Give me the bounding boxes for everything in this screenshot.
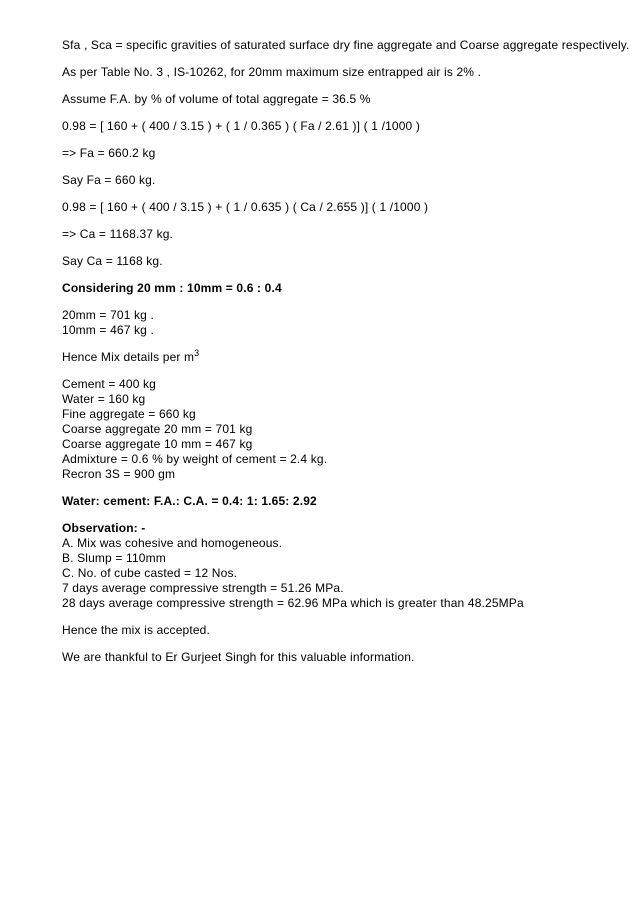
ca-result: => Ca = 1168.37 kg.	[62, 227, 174, 241]
mix-item: Fine aggregate = 660 kg	[62, 407, 196, 421]
fa-assumption: Assume F.A. by % of volume of total aggregate = 36.5 %	[62, 92, 371, 106]
mix-ratio: Water: cement: F.A.: C.A. = 0.4: 1: 1.65: 2.92	[62, 494, 317, 508]
mix-item: Coarse aggregate 10 mm = 467 kg	[62, 437, 253, 451]
acknowledgement: We are thankful to Er Gurjeet Singh for this valuable information.	[62, 650, 415, 664]
mix-item: Water = 160 kg	[62, 392, 146, 406]
mix-heading-text: Hence Mix details per m	[62, 350, 195, 364]
observation-item: 28 days average compressive strength = 62.96 MPa which is greater than 48.25MPa	[62, 596, 524, 610]
observation-heading: Observation: -	[62, 521, 146, 535]
mix-heading	[62, 350, 622, 365]
split-line: 10mm = 467 kg .	[62, 323, 154, 337]
mix-item: Admixture = 0.6 % by weight of cement = 2.4 kg.	[62, 452, 328, 466]
fa-rounded: Say Fa = 660 kg.	[62, 173, 156, 187]
observation-item: A. Mix was cohesive and homogeneous.	[62, 536, 283, 550]
ca-rounded: Say Ca = 1168 kg.	[62, 254, 163, 268]
mix-heading-superscript: 3	[194, 348, 200, 358]
split-line: 20mm = 701 kg .	[62, 308, 154, 322]
observation-item: 7 days average compressive strength = 51.26 MPa.	[62, 581, 344, 595]
proportion-heading: Considering 20 mm : 10mm = 0.6 : 0.4	[62, 281, 282, 295]
observation-item: C. No. of cube casted = 12 Nos.	[62, 566, 238, 580]
mix-item: Recron 3S = 900 gm	[62, 467, 176, 481]
document-page	[62, 38, 630, 665]
mix-item: Coarse aggregate 20 mm = 701 kg	[62, 422, 253, 436]
gravity-definition: Sfa , Sca = specific gravities of saturated surface dry fine aggregate and Coarse aggregate respectively.	[62, 38, 630, 52]
observation-item: B. Slump = 110mm	[62, 551, 166, 565]
acceptance-statement: Hence the mix is accepted.	[62, 623, 210, 637]
ca-equation: 0.98 = [ 160 + ( 400 / 3.15 ) + ( 1 / 0.635 ) ( Ca / 2.655 )] ( 1 /1000 )	[62, 200, 429, 214]
mix-item: Cement = 400 kg	[62, 377, 156, 391]
fa-equation: 0.98 = [ 160 + ( 400 / 3.15 ) + ( 1 / 0.365 ) ( Fa / 2.61 )] ( 1 /1000 )	[62, 119, 420, 133]
entrapped-air-note: As per Table No. 3 , IS-10262, for 20mm maximum size entrapped air is 2% .	[62, 65, 482, 79]
fa-result: => Fa = 660.2 kg	[62, 146, 156, 160]
